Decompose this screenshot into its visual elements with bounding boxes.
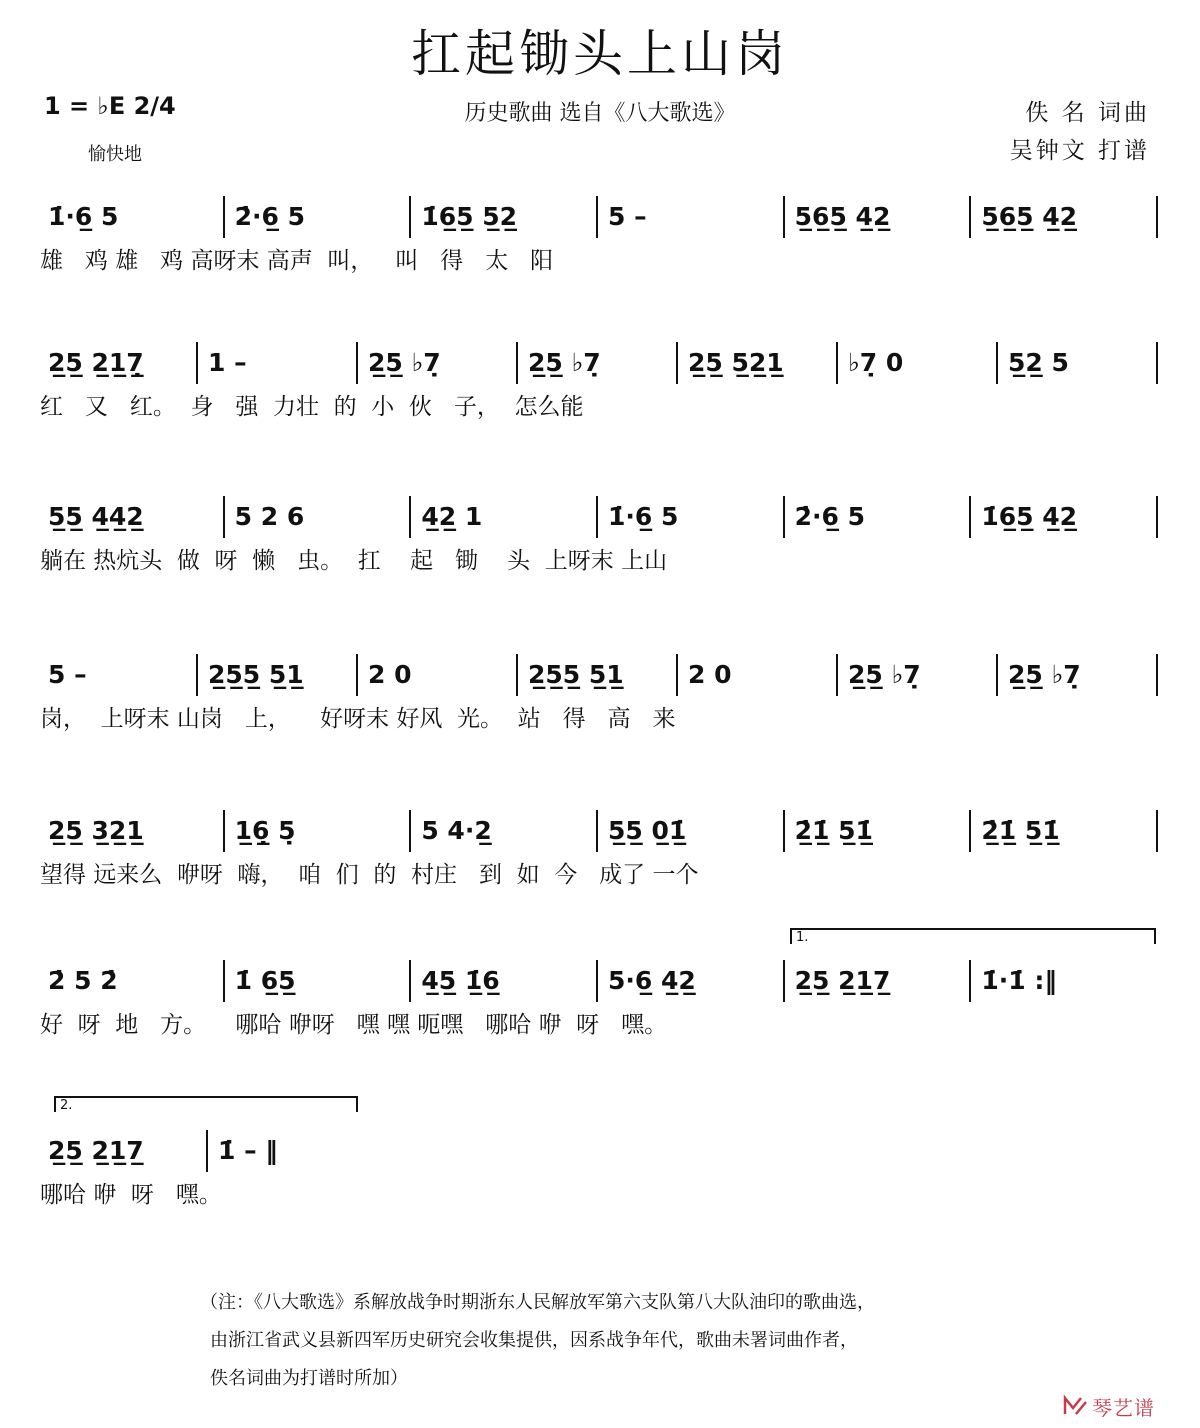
lyrics-line: [40, 700, 1170, 740]
measure: 4̲2̲ 1: [421, 502, 483, 531]
lyric-text: 哪哈 咿 呀 嘿。: [40, 1182, 222, 1208]
measure: 1 –: [208, 348, 247, 377]
score-system: [40, 486, 1170, 582]
barline: [356, 342, 358, 384]
lyrics-line: [40, 542, 1170, 582]
lyrics-line: [40, 1006, 1170, 1046]
barline: [783, 196, 785, 238]
measure: 1̇6̲5̲ 5̲2̲: [421, 202, 518, 231]
measure: 2̲̇1̲̇ 5̲1̲̇: [981, 816, 1060, 845]
barline: [223, 496, 225, 538]
measure: 2̲5̲ 3̲2̲1̲: [48, 816, 144, 845]
barline: [1156, 496, 1158, 538]
measure: 2̲5̲ ♭7̣: [368, 348, 441, 377]
measure: 5̲2̲ 5: [1008, 348, 1069, 377]
measure: 1̇·6̲ 5: [608, 502, 679, 531]
notation-line: [40, 186, 1170, 242]
barline: [969, 960, 971, 1002]
notation-line: [40, 800, 1170, 856]
footnote-line-3: 佚名词曲为打谱时所加）: [210, 1368, 408, 1389]
barline: [196, 654, 198, 696]
score-system: [40, 644, 1170, 740]
lyrics-line: [40, 1176, 1170, 1216]
measure: 5̲5̲ 0̲1̲̇: [608, 816, 687, 845]
measure: 1̇·6̲ 5: [48, 202, 119, 231]
barline: [996, 342, 998, 384]
barline: [969, 196, 971, 238]
measure: 5̲6̲5̲ 4̲2̲: [794, 202, 891, 231]
barline: [1156, 810, 1158, 852]
volta-second-ending: [54, 1096, 358, 1112]
notation-line: [40, 486, 1170, 542]
measure: 2̲5̲ 2̲1̲7̲̣: [48, 348, 144, 377]
barline: [783, 960, 785, 1002]
measure: 2̲5̲ 5̲2̲1̲: [688, 348, 784, 377]
barline: [596, 496, 598, 538]
page-title: 扛起锄头上山岗: [411, 25, 789, 83]
barline: [676, 342, 678, 384]
notation-line: [40, 950, 1170, 1006]
measure: 2̲̇1̲̇ 5̲1̲̇: [794, 816, 873, 845]
lyric-text: 躺在 热炕头 做 呀 懒 虫。 扛 起 锄 头 上呀末 上山: [40, 548, 668, 574]
logo-text: 琴艺谱: [1092, 1396, 1155, 1420]
measure: 2 0: [688, 660, 732, 689]
barline: [206, 1130, 208, 1172]
lyric-text: 雄 鸡 雄 鸡 高呀末 高声 叫， 叫 得 太 阳: [40, 248, 554, 274]
measure: 5 –: [48, 660, 87, 689]
barline: [196, 342, 198, 384]
barline: [783, 810, 785, 852]
credits: [1010, 94, 1150, 170]
measure: 2̲5̲ ♭7̣: [848, 660, 921, 689]
measure: 2̇·6̲ 5: [234, 202, 306, 231]
lyric-text: 红 又 红。 身 强 力壮 的 小 伙 子， 怎么能: [40, 394, 584, 420]
barline: [516, 654, 518, 696]
measure: 1̇6̲5̲ 4̲2̲: [981, 502, 1078, 531]
barline: [409, 496, 411, 538]
measure: 5·6̲ 4̲2̲: [608, 966, 696, 995]
lyrics-line: [40, 856, 1170, 896]
key-signature: 1 = ♭E 2/4: [44, 92, 176, 120]
measure: 2̇ 5 2̇: [48, 966, 118, 995]
score-system: [40, 1120, 1170, 1216]
lyrics-line: [40, 388, 1170, 428]
barline: [223, 810, 225, 852]
credit-transcriber: 吴钟文 打谱: [1009, 138, 1150, 164]
score-system: [40, 332, 1170, 428]
site-logo: [1062, 1392, 1182, 1420]
footnote-line-1: （注：《八大歌选》系解放战争时期浙东人民解放军第六支队第八大队油印的歌曲选，: [200, 1292, 875, 1313]
lyric-text: 岗， 上呀末 山岗 上， 好呀末 好风 光。 站 得 高 来: [40, 706, 676, 732]
barline: [969, 810, 971, 852]
credit-lyrics-music: 佚 名 词曲: [1025, 100, 1150, 126]
score-system: [40, 186, 1170, 282]
barline: [409, 196, 411, 238]
measure: 2̲5̲ ♭7̣: [528, 348, 601, 377]
barline: [356, 654, 358, 696]
measure: 2̲5̲ 2̲1̲7̲: [794, 966, 891, 995]
measure: 2 0: [368, 660, 412, 689]
barline: [996, 654, 998, 696]
barline: [596, 810, 598, 852]
measure: 5 2 6: [234, 502, 305, 531]
notation-line: [40, 332, 1170, 388]
logo-mark-icon: [1062, 1394, 1088, 1418]
measure: 2̲5̲ 2̲1̲7̲: [48, 1136, 144, 1165]
barline: [1156, 654, 1158, 696]
measure: 5 –: [608, 202, 647, 231]
barline: [516, 342, 518, 384]
footnote-line-2: 由浙江省武义县新四军历史研究会收集提供，因系战争年代，歌曲未署词曲作者，: [210, 1330, 858, 1351]
notation-line: [40, 644, 1170, 700]
barline: [836, 654, 838, 696]
measure: ♭7̣ 0: [848, 348, 904, 377]
tempo-marking: 愉快地: [88, 144, 142, 165]
footnote: [200, 1284, 1100, 1398]
source-line: 历史歌曲 选自《八大歌选》: [464, 101, 736, 126]
measure: 2̇·6̲ 5: [794, 502, 866, 531]
measure: 5̲6̲5̲ 4̲2̲: [981, 202, 1078, 231]
barline: [596, 960, 598, 1002]
measure: 2̲5̲ ♭7̣: [1008, 660, 1081, 689]
measure: 1̇·1̇ :‖: [981, 966, 1057, 995]
lyrics-line: [40, 242, 1170, 282]
lyric-text: 好 呀 地 方。 哪哈 咿呀 嘿 嘿 呃嘿 哪哈 咿 呀 嘿。: [40, 1012, 668, 1038]
barline: [223, 196, 225, 238]
barline: [1156, 196, 1158, 238]
barline: [783, 496, 785, 538]
score-system: [40, 950, 1170, 1046]
measure: 5̲5̲ 4̲4̲2̲: [48, 502, 144, 531]
barline: [409, 810, 411, 852]
barline: [836, 342, 838, 384]
measure: 2̲5̲5̲ 5̲1̲: [208, 660, 304, 689]
barline: [409, 960, 411, 1002]
barline: [1156, 342, 1158, 384]
barline: [223, 960, 225, 1002]
volta-label-2: 2.: [60, 1098, 73, 1113]
notation-line: [40, 1120, 1170, 1176]
measure: 1̇ 6̲5̲: [234, 966, 296, 995]
volta-first-ending: [790, 928, 1156, 944]
score-system: [40, 800, 1170, 896]
barline: [969, 496, 971, 538]
barline: [676, 654, 678, 696]
lyric-text: 望得 远来么 咿呀 嗨， 咱 们 的 村庄 到 如 今 成了 一个: [40, 862, 699, 888]
barline: [596, 196, 598, 238]
measure: 4̲5̲ 1̲̇6̲: [421, 966, 500, 995]
volta-label-1: 1.: [796, 930, 809, 945]
measure: 5 4·2̲: [421, 816, 492, 845]
measure: 1̇ – ‖: [218, 1136, 278, 1165]
measure: 2̲5̲5̲ 5̲1̲: [528, 660, 624, 689]
measure: 1̲6̲̣ 5̣: [234, 816, 296, 845]
